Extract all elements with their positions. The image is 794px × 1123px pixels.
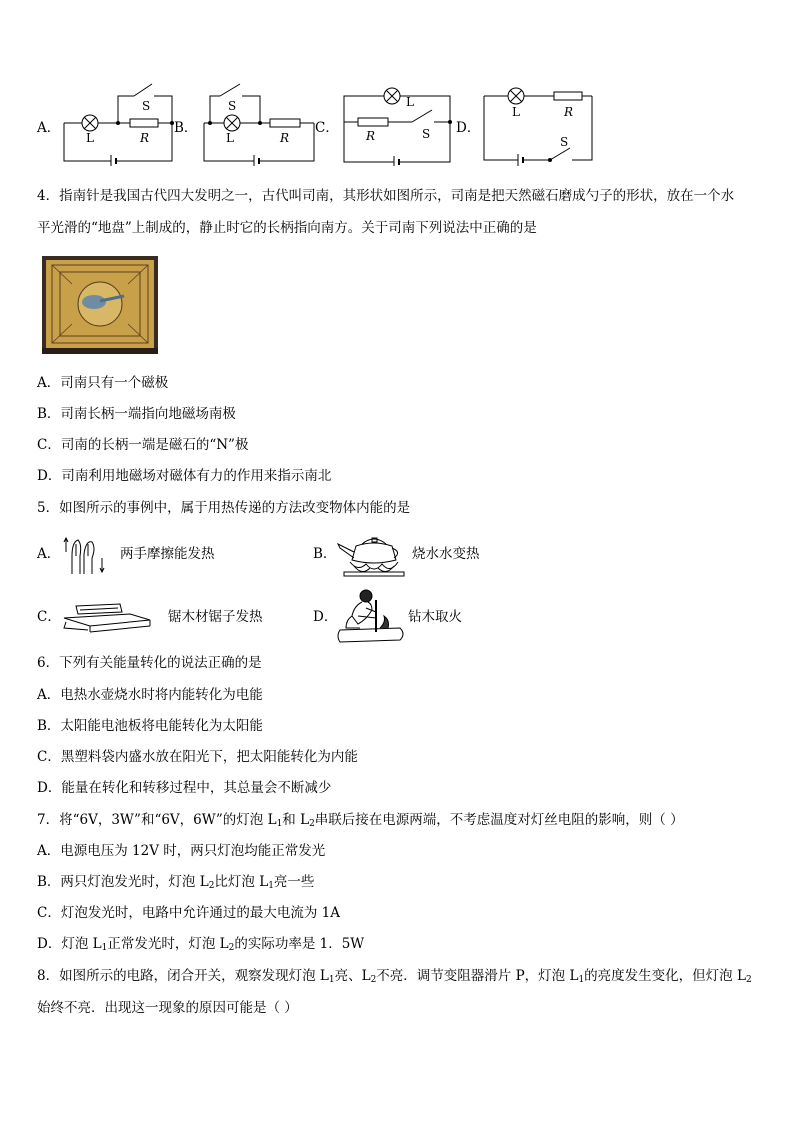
circuit-b-diagram [196, 80, 320, 166]
q5-option-a-text: 两手摩擦能发热 [120, 546, 215, 562]
q4-option-b: B．司南长柄一端指向地磁场南极 [37, 406, 236, 422]
option-b-label: B． [174, 120, 198, 136]
svg-text:L: L [512, 105, 520, 119]
rubbing-hands-picture [62, 534, 108, 576]
option-a-label: A． [37, 120, 61, 136]
resistor-label: R [140, 131, 150, 145]
q5-option-b-text: 烧水水变热 [412, 546, 480, 562]
q5-option-d-label: D． [313, 609, 338, 625]
q5-option-d-text: 钻木取火 [408, 609, 462, 625]
svg-text:S: S [228, 99, 237, 113]
q8-stem-line1: 8．如图所示的电路，闭合开关，观察发现灯泡 $L_1$亮、$L_2$不亮．调节变阻器滑片 P，灯泡 $L_1$的亮度发生变化，但灯泡 $L_2$ [37, 968, 752, 985]
q7-option-a: A．电源电压为 12V 时，两只灯泡均能正常发光 [37, 843, 326, 859]
q4-option-d: D．司南利用地磁场对磁体有力的作用来指示南北 [37, 468, 332, 484]
svg-text:S: S [560, 135, 569, 149]
svg-text:S: S [422, 127, 431, 141]
q5-stem: 5．如图所示的事例中，属于用热传递的方法改变物体内能的是 [37, 500, 411, 516]
q8-stem-line2: 始终不亮．出现这一现象的原因可能是（ ） [37, 1000, 298, 1016]
svg-text:R: R [280, 131, 290, 145]
q5-option-c-label: C． [37, 609, 61, 625]
q5-option-a-label: A． [37, 546, 61, 562]
switch-label: S [142, 99, 151, 113]
q6-stem: 6．下列有关能量转化的说法正确的是 [37, 655, 262, 671]
q4-stem-line1: 4．指南针是我国古代四大发明之一，古代叫司南，其形状如图所示，司南是把天然磁石磨成勺子的形状，放在一个水 [37, 188, 735, 204]
q5-option-c-text: 锯木材锯子发热 [168, 609, 263, 625]
circuit-d-diagram [480, 82, 596, 166]
option-d-label: D． [456, 120, 481, 136]
circuit-a-diagram [56, 80, 180, 166]
q4-option-c: C．司南的长柄一端是磁石的“N”极 [37, 437, 249, 453]
q5-option-b-label: B． [313, 546, 337, 562]
circuit-c-diagram [338, 82, 456, 166]
q7-option-b: B．两只灯泡发光时，灯泡 $L_2$比灯泡 $L_1$亮一些 [37, 874, 315, 891]
q6-option-a: A．电热水壶烧水时将内能转化为电能 [37, 687, 263, 703]
svg-text:R: R [366, 129, 376, 143]
svg-text:R: R [564, 105, 574, 119]
q7-stem: 7．将“6V，3W”和“6V，6W”的灯泡 $L_1$和 $L_2$串联后接在电源两端，不考虑温度对灯丝电阻的影响，则（ ） [37, 812, 684, 829]
kettle-picture [334, 530, 412, 578]
svg-text:L: L [406, 95, 414, 109]
option-c-label: C． [315, 120, 339, 136]
saw-wood-picture [60, 600, 154, 634]
sinan-compass-image [42, 256, 158, 354]
q6-option-d: D．能量在转化和转移过程中，其总量会不断减少 [37, 780, 332, 796]
lamp-label: L [86, 131, 94, 145]
q6-option-c: C．黑塑料袋内盛水放在阳光下，把太阳能转化为内能 [37, 749, 358, 765]
q4-option-a: A．司南只有一个磁极 [37, 375, 169, 391]
q4-stem-line2: 平光滑的“地盘”上制成的，静止时它的长柄指向南方。关于司南下列说法中正确的是 [37, 220, 537, 236]
svg-text:L: L [226, 131, 234, 145]
q7-option-d: D．灯泡 $L_1$正常发光时，灯泡 $L_2$的实际功率是 1．5W [37, 936, 365, 953]
drill-wood-fire-picture [336, 586, 408, 644]
q7-option-c: C．灯泡发光时，电路中允许通过的最大电流为 1A [37, 905, 340, 921]
q6-option-b: B．太阳能电池板将电能转化为太阳能 [37, 718, 263, 734]
